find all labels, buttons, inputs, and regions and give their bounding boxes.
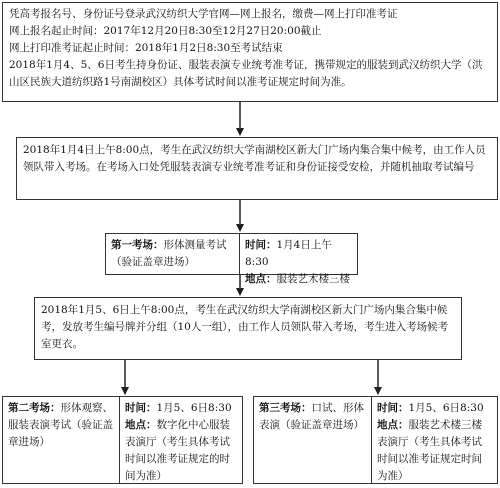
exam3-desc: 口试、形体表演（验证盖章进场） — [259, 402, 364, 431]
step1-line-4: 2018年1月4、5、6日考生持身份证、服装表演专业统考准考证，携带规定的服装到武汉纺织大学（洪山区民族大道纺织路1号南湖校区）具体考试时间以准考证规定时间为准。 — [9, 59, 483, 88]
exam1-label: 第一考场： — [111, 239, 164, 251]
exam3-time: 1月5、6日8:30 — [408, 402, 484, 414]
exam1-desc-cell — [106, 234, 240, 274]
exam3-time-label: 时间： — [377, 402, 409, 414]
exam1-time-label: 时间： — [245, 239, 277, 251]
exam2-time: 1月5、6日8:30 — [156, 402, 232, 414]
step1-line-3: 网上打印准考证起止时间：2018年1月2日8:30至考试结束 — [9, 42, 283, 54]
exam2-place-label: 地点： — [125, 419, 157, 431]
step3-text: 2018年1月5、6日上午8:00点，考生在武汉纺织大学南湖校区新大门广场内集合集中候考，发放考生编号牌并分组（10人一组），由工作人员领队带入考场，考生进入考场候考室更衣。 — [41, 304, 449, 350]
exam2-box — [2, 396, 243, 484]
step1-line-1: 凭高考报名号、身份证号登录武汉纺织大学官网—网上报名，缴费—网上打印准考证 — [9, 8, 398, 20]
exam1-time: 1月4日上午8:30 — [245, 239, 332, 268]
exam3-box — [253, 396, 498, 484]
exam1-place: 服装艺术楼三楼 — [276, 273, 350, 285]
exam2-desc-cell — [3, 397, 120, 483]
exam1-box — [105, 233, 358, 285]
step1-line-2: 网上报名起止时间：2017年12月20日8:30至12月27日20:00截止 — [9, 25, 322, 37]
step2-box — [16, 137, 498, 200]
exam2-label: 第二考场： — [8, 402, 61, 414]
exam2-place: 数字化中心服装表演厅（考生具体考试时间以准考证规定的时间为准） — [125, 419, 230, 482]
exam3-desc-cell — [254, 397, 372, 483]
exam1-desc: 形体测量考试（验证盖章进场） — [111, 239, 227, 268]
exam2-info-cell — [120, 397, 242, 483]
exam1-place-label: 地点： — [245, 273, 277, 285]
exam3-label: 第三考场： — [259, 402, 312, 414]
exam3-info-cell — [372, 397, 497, 483]
step3-box — [34, 297, 462, 360]
exam1-info-cell — [240, 234, 357, 285]
exam2-desc: 形体观察、服装表演考试（验证盖章进场） — [8, 402, 113, 448]
step2-text: 2018年1月4日上午8:00点，考生在武汉纺织大学南湖校区新大门广场内集合集中候考，由工作人员领队带入考场。在考场入口处凭服装表演专业统考准考证和身份证接受安检，并随机抽取考试编号 — [23, 144, 486, 173]
step1-box — [2, 2, 498, 102]
exam3-place: 服装艺术楼三楼表演厅（考生具体考试时间以准考证规定时间为准） — [377, 419, 482, 482]
exam2-time-label: 时间： — [125, 402, 157, 414]
exam3-place-label: 地点： — [377, 419, 409, 431]
